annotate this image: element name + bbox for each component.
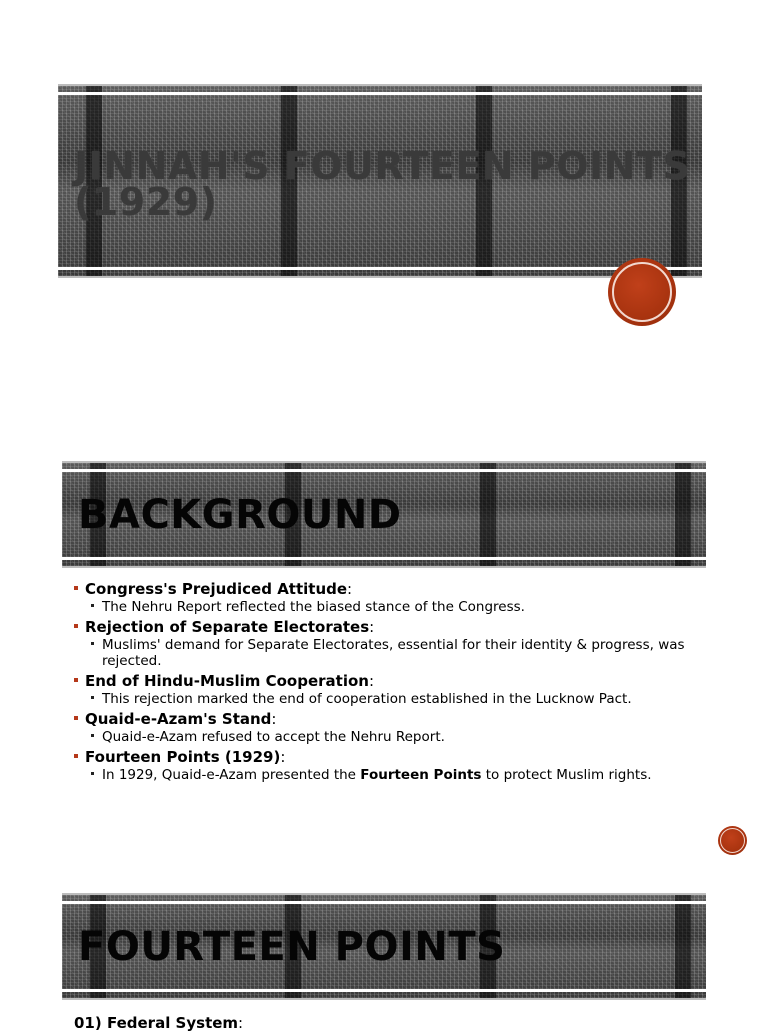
background-banner <box>62 461 706 568</box>
list-item: Quaid-e-Azam's Stand: Quaid-e-Azam refused to accept the Nehru Report. <box>74 710 714 745</box>
point-01: 01) Federal System: <box>74 1014 244 1032</box>
fourteen-points-banner <box>62 893 706 1000</box>
decorative-circle <box>608 258 676 326</box>
list-item: Rejection of Separate Electorates: Muslims' demand for Separate Electorates, essential for their identity & progress, was rejected. <box>74 618 714 669</box>
title-banner <box>58 84 702 278</box>
sub-list-item: The Nehru Report reflected the biased stance of the Congress. <box>85 599 714 615</box>
list-item: Fourteen Points (1929): In 1929, Quaid-e-Azam presented the Fourteen Points to protect Muslim rights. <box>74 748 714 783</box>
list-item: End of Hindu-Muslim Cooperation: This rejection marked the end of cooperation established in the Lucknow Pact. <box>74 672 714 707</box>
background-title: BACKGROUND <box>78 492 402 538</box>
sub-list-item: Muslims' demand for Separate Electorates, essential for their identity & progress, was rejected. <box>85 637 714 669</box>
sub-list-item: This rejection marked the end of cooperation established in the Lucknow Pact. <box>85 691 714 707</box>
slide-title-line2: (1929) <box>74 180 218 224</box>
decorative-circle-small <box>718 826 747 855</box>
slide-title <box>74 144 692 224</box>
list-item: Congress's Prejudiced Attitude: The Nehru Report reflected the biased stance of the Congress. <box>74 580 714 615</box>
sub-list-item: Quaid-e-Azam refused to accept the Nehru Report. <box>85 729 714 745</box>
slide-title-line1: JINNAH'S FOURTEEN POINTS <box>74 144 691 188</box>
fourteen-points-title: FOURTEEN POINTS <box>78 924 506 970</box>
sub-list-item: In 1929, Quaid-e-Azam presented the Fourteen Points to protect Muslim rights. <box>85 767 714 783</box>
background-bullet-list <box>74 580 714 786</box>
